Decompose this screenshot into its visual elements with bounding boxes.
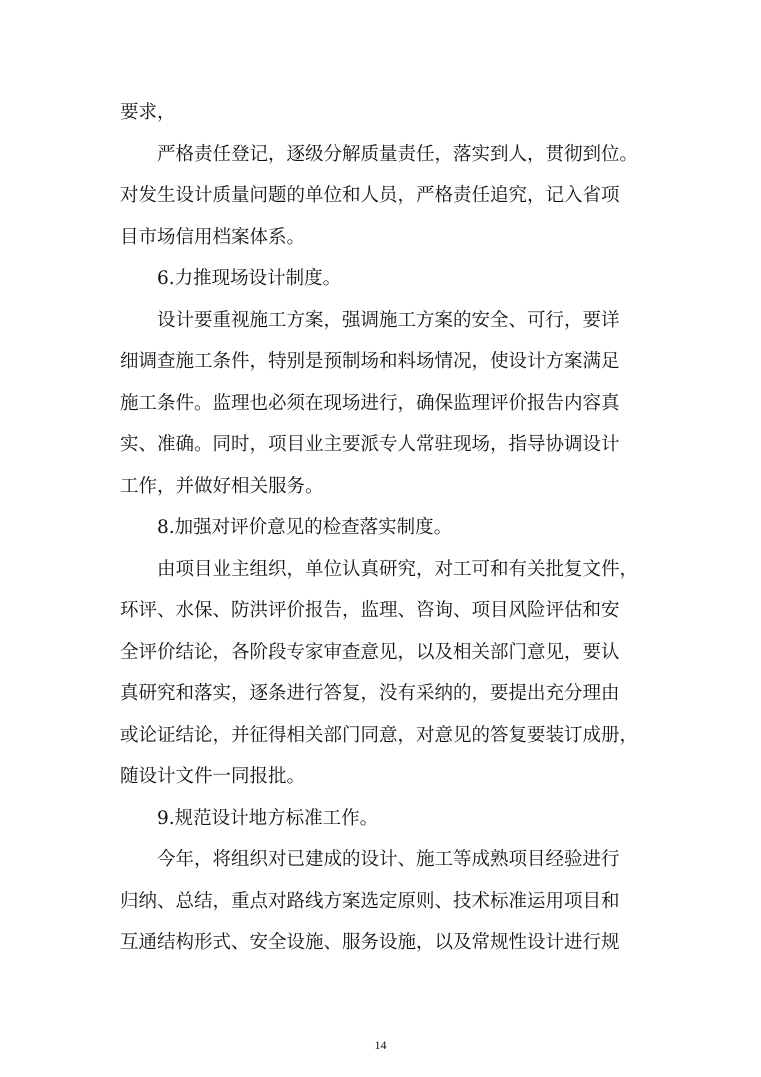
text-line: 目市场信用档案体系。 <box>120 226 306 248</box>
text-line: 细调查施工条件，特别是预制场和料场情况，使设计方案满足 <box>120 351 620 372</box>
section-heading: 8.加强对评价意见的检查落实制度。 <box>157 517 453 538</box>
text-line: 环评、水保、防洪评价报告，监理、咨询、项目风险评估和安 <box>120 600 620 621</box>
page-number: 14 <box>374 1038 387 1052</box>
section-heading: 9.规范设计地方标准工作。 <box>157 807 379 829</box>
text-line: 今年，将组织对已建成的设计、施工等成熟项目经验进行 <box>157 849 620 870</box>
section-heading: 6.力推现场设计制度。 <box>157 268 342 289</box>
text-line: 归纳、总结，重点对路线方案选定原则、技术标准运用项目和 <box>120 890 620 912</box>
text-line: 工作，并做好相关服务。 <box>120 475 324 497</box>
text-line: 对发生设计质量问题的单位和人员，严格责任追究，记入省项 <box>120 185 620 206</box>
text-line: 严格责任登记，逐级分解质量责任，落实到人，贯彻到位。 <box>157 143 639 165</box>
text-line: 或论证结论，并征得相关部门同意，对意见的答复要装订成册， <box>120 724 639 746</box>
text-line: 互通结构形式、安全设施、服务设施，以及常规性设计进行规 <box>120 932 620 953</box>
text-line: 全评价结论，各阶段专家审查意见，以及相关部门意见，要认 <box>120 641 620 663</box>
text-line: 随设计文件一同报批。 <box>120 766 306 787</box>
text-line: 施工条件。监理也必须在现场进行，确保监理评价报告内容真 <box>120 392 620 414</box>
text-line: 设计要重视施工方案，强调施工方案的安全、可行，要详 <box>157 309 620 331</box>
text-line: 要求， <box>120 102 176 123</box>
text-line: 真研究和落实，逐条进行答复，没有采纳的，要提出充分理由 <box>120 683 620 704</box>
body-text <box>120 92 640 964</box>
text-line: 实、准确。同时，项目业主要派专人常驻现场，指导协调设计 <box>120 434 620 455</box>
text-line: 由项目业主组织，单位认真研究，对工可和有关批复文件， <box>157 558 639 580</box>
